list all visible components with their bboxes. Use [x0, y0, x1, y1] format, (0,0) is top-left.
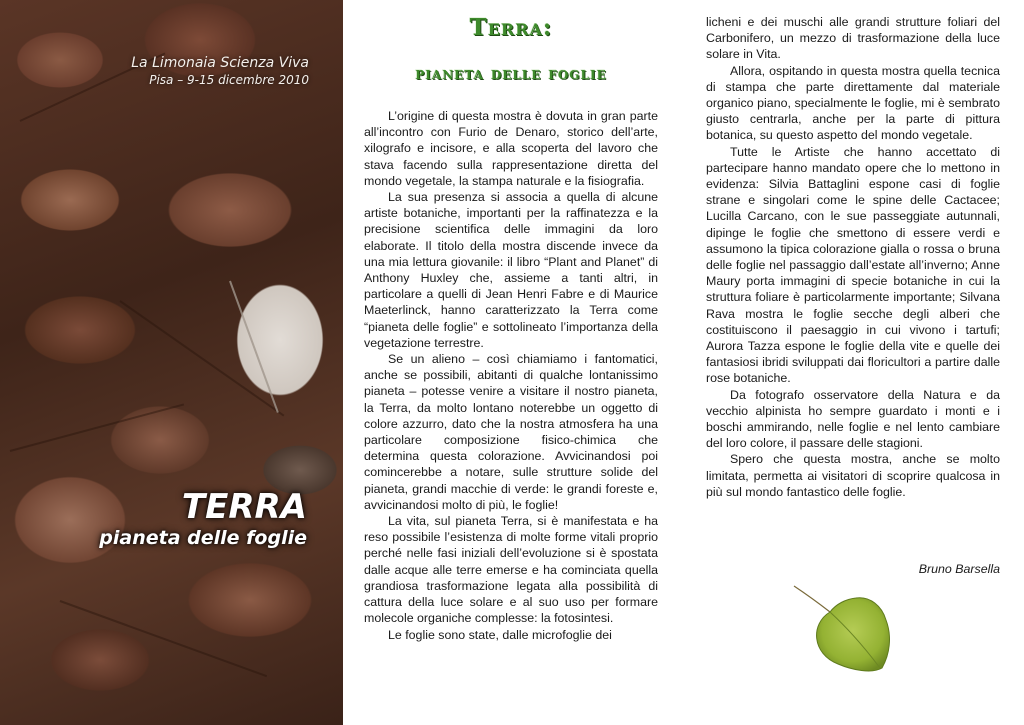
signature: Bruno Barsella	[918, 562, 1000, 576]
paragraph: Spero che questa mostra, anche se molto limitata, permetta ai visitatori di scoprire qualcosa in più sul mondo fantastico delle foglie.	[706, 452, 1000, 499]
paragraph: L’origine di questa mostra è dovuta in gran parte all’incontro con Furio de Denaro, storico dell’arte, xilografo e incisore, e alla scoperta del lavoro che stava facendo sulla rappresentazione diretta del mondo vegetale, la stampa naturale e la fisiografia.	[364, 109, 658, 188]
text-column-left	[364, 108, 658, 643]
leaf-vein	[119, 300, 284, 416]
cover-event-dates: Pisa – 9-15 dicembre 2010	[149, 73, 309, 87]
paragraph: Se un alieno – così chiamiamo i fantomatici, anche se possibili, abitanti di qualche lontanissimo pianeta – potesse venire a visitare il nostro pianeta, la Terra, da molto lontano noterebbe un oggetto di colore azzurro, dato che la nostra atmosfera ha una particolare composizione fisico-chimica che determina questa colorazione. Avvicinandosi poi comincerebbe a notare, sulle strutture solide del pianeta, grandi macchie di verde: le grandi foreste e, avvicinandosi molto di più, le foglie!	[364, 352, 658, 512]
paragraph: licheni e dei muschi alle grandi strutture foliari del Carbonifero, un mezzo di trasformazione della luce solare in Vita.	[706, 15, 1000, 62]
paragraph: Le foglie sono state, dalle microfoglie dei	[388, 627, 612, 642]
paragraph: La sua presenza si associa a quella di alcune artiste botaniche, importanti per la raffinatezza e la precisione scientifica delle immagini da loro elaborate. Il titolo della mostra discende invece da una mia lettura giovanile: il libro “Plant and Planet” di Anthony Huxley che, assieme a tanti altri, in particolare a quelli di Jean Henri Fabre e di Maurice Maeterlinck, hanno caratterizzato la Terra come “pianeta delle foglie” e sottolineato l’importanza della vegetazione terrestre.	[364, 190, 658, 350]
paragraph: La vita, sul pianeta Terra, si è manifestata e ha reso possibile l’esistenza di molte forme vitali proprio perché nelle fasi iniziali dell’evoluzione si è spostata dalle acque alle terre emerse e ha cominciata quella grandiosa trasformazione legata alla possibilità di cattura della luce solare e al suo uso per formare molecole organiche complesse: la fotosintesi.	[364, 514, 658, 626]
article-heading: Terra:	[469, 14, 553, 41]
cover-title: TERRA	[181, 487, 307, 527]
paragraph: Da fotografo osservatore della Natura e da vecchio alpinista ho sempre guardato i monti e i boschi ammirando, nelle foglie e nel lento cambiare del loro colore, il passare delle stagioni.	[706, 387, 1000, 451]
cover-event-name: La Limonaia Scienza Viva	[131, 55, 309, 71]
leaf-vein	[10, 403, 184, 452]
paragraph: Allora, ospitando in questa mostra quella tecnica di stampa che parte direttamente dal materiale organico piano, specialmente le foglie, mi è sembrato giusto centrarla, anche per la parte di pittura botanica, su questo aspetto del mondo vegetale.	[706, 63, 1000, 143]
leaf-vein	[60, 600, 267, 677]
paragraph: Tutte le Artiste che hanno accettato di partecipare hanno mandato opere che lo mettono in evidenza: Silvia Battaglini espone casi di foglie strane e singolari come le spine delle Cactacee; Lucilla Carcano, con le sue passeggiate autunnali, dipinge le foglie che smettono di essere verdi e assumono la tipica colorazione gialla o rossa o bruna delle foglie nel passaggio dall’estate all’inverno; Anne Maury porta immagini di specie botaniche in cui la struttura foliare è particolarmente importante; Silvana Rava mostra le foglie secche degli alberi che costituiscono il paesaggio in cui vivono i tartufi; Aurora Tazza espone le foglie della vite e quelle dei fantasiosi ibridi sviluppati dai floricultori a partire dalle rose botaniche.	[706, 144, 1000, 386]
cover-photo	[0, 0, 343, 725]
cover-subtitle: pianeta delle foglie	[99, 527, 307, 549]
green-leaf-icon	[790, 584, 900, 674]
cover-event-info	[131, 54, 309, 88]
article-subheading: pianeta delle foglie	[415, 64, 607, 84]
cover-title-block	[99, 488, 307, 550]
text-column-right	[706, 14, 1000, 500]
